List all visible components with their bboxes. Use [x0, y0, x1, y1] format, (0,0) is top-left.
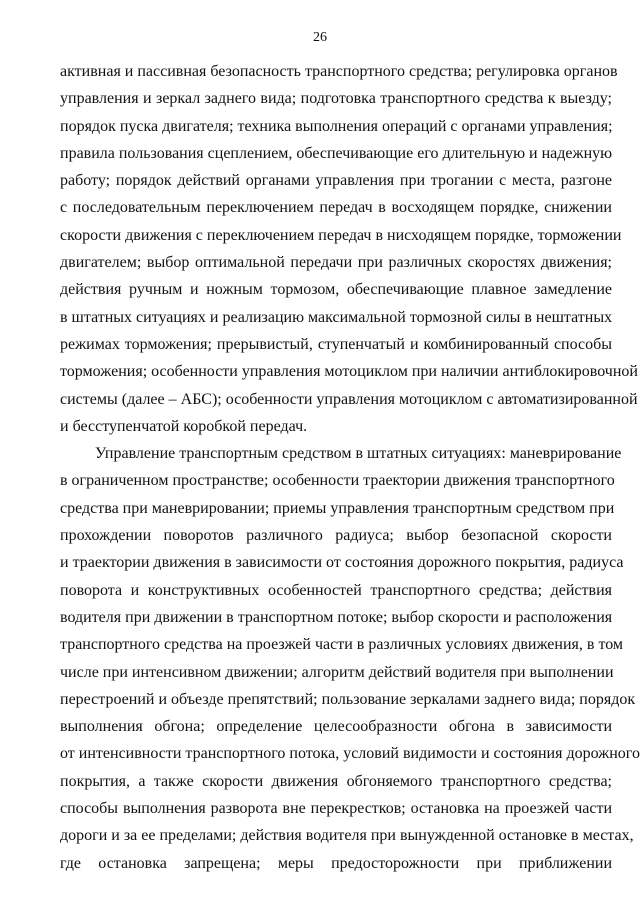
text-line: где остановка запрещена; меры предосторожности при приближении [60, 854, 612, 872]
text-line: порядок пуска двигателя; техника выполнения операций с органами управления; [60, 117, 613, 135]
text-line: водителя при движении в транспортном потоке; выбор скорости и расположения [60, 608, 613, 626]
text-line: от интенсивности транспортного потока, условий видимости и состояния дорожного [60, 745, 640, 763]
text-line: Управление транспортным средством в штатных ситуациях: маневрирование [95, 445, 622, 463]
body-text [60, 58, 640, 877]
text-line: скорости движения с переключением передач в нисходящем порядке, торможении [60, 226, 622, 244]
text-line: режимах торможения; прерывистый, ступенчатый и комбинированный способы [60, 335, 612, 353]
text-line: покрытия, а также скорости движения обгоняемого транспортного средства; [60, 772, 612, 790]
text-line: в штатных ситуациях и реализацию максимальной тормозной силы в нештатных [60, 308, 613, 326]
text-line: перестроений и объезде препятствий; пользование зеркалами заднего вида; порядок [60, 690, 636, 708]
text-line: системы (далее – АБС); особенности управления мотоциклом с автоматизированной [60, 390, 638, 408]
text-line: способы выполнения разворота вне перекрестков; остановка на проезжей части [60, 800, 612, 818]
paragraph [60, 58, 638, 440]
text-line: транспортного средства на проезжей части в различных условиях движения, в том [60, 636, 624, 654]
text-line: выполнения обгона; определение целесообразности обгона в зависимости [60, 718, 612, 736]
text-line: правила пользования сцеплением, обеспечивающие его длительную и надежную [60, 144, 613, 162]
text-line: двигателем; выбор оптимальной передачи при различных скоростях движения; [60, 254, 612, 272]
paragraph [60, 440, 640, 877]
text-line: прохождении поворотов различного радиуса; выбор безопасной скорости [60, 527, 612, 545]
text-line: дороги и за ее пределами; действия водителя при вынужденной остановке в местах, [60, 827, 634, 845]
text-line: работу; порядок действий органами управления при трогании с места, разгоне [60, 172, 612, 190]
page-number: 26 [313, 30, 327, 45]
text-line: и траектории движения в зависимости от состояния дорожного покрытия, радиуса [60, 554, 624, 572]
text-line: действия ручным и ножным тормозом, обеспечивающие плавное замедление [60, 281, 612, 299]
text-line: активная и пассивная безопасность транспортного средства; регулировка органов [60, 63, 618, 80]
text-line: и бесступенчатой коробкой передач. [60, 417, 308, 435]
text-line: числе при интенсивном движении; алгоритм действий водителя при выполнении [60, 663, 614, 681]
text-line: торможения; особенности управления мотоциклом при наличии антиблокировочной [60, 363, 638, 381]
text-line: в ограниченном пространстве; особенности траектории движения транспортного [60, 472, 615, 490]
text-line: средства при маневрировании; приемы управления транспортным средством при [60, 499, 615, 517]
text-line: управления и зеркал заднего вида; подготовка транспортного средства к выезду; [60, 90, 612, 108]
text-line: поворота и конструктивных особенностей транспортного средства; действия [60, 581, 612, 599]
text-line: с последовательным переключением передач в восходящем порядке, снижении [60, 199, 612, 217]
